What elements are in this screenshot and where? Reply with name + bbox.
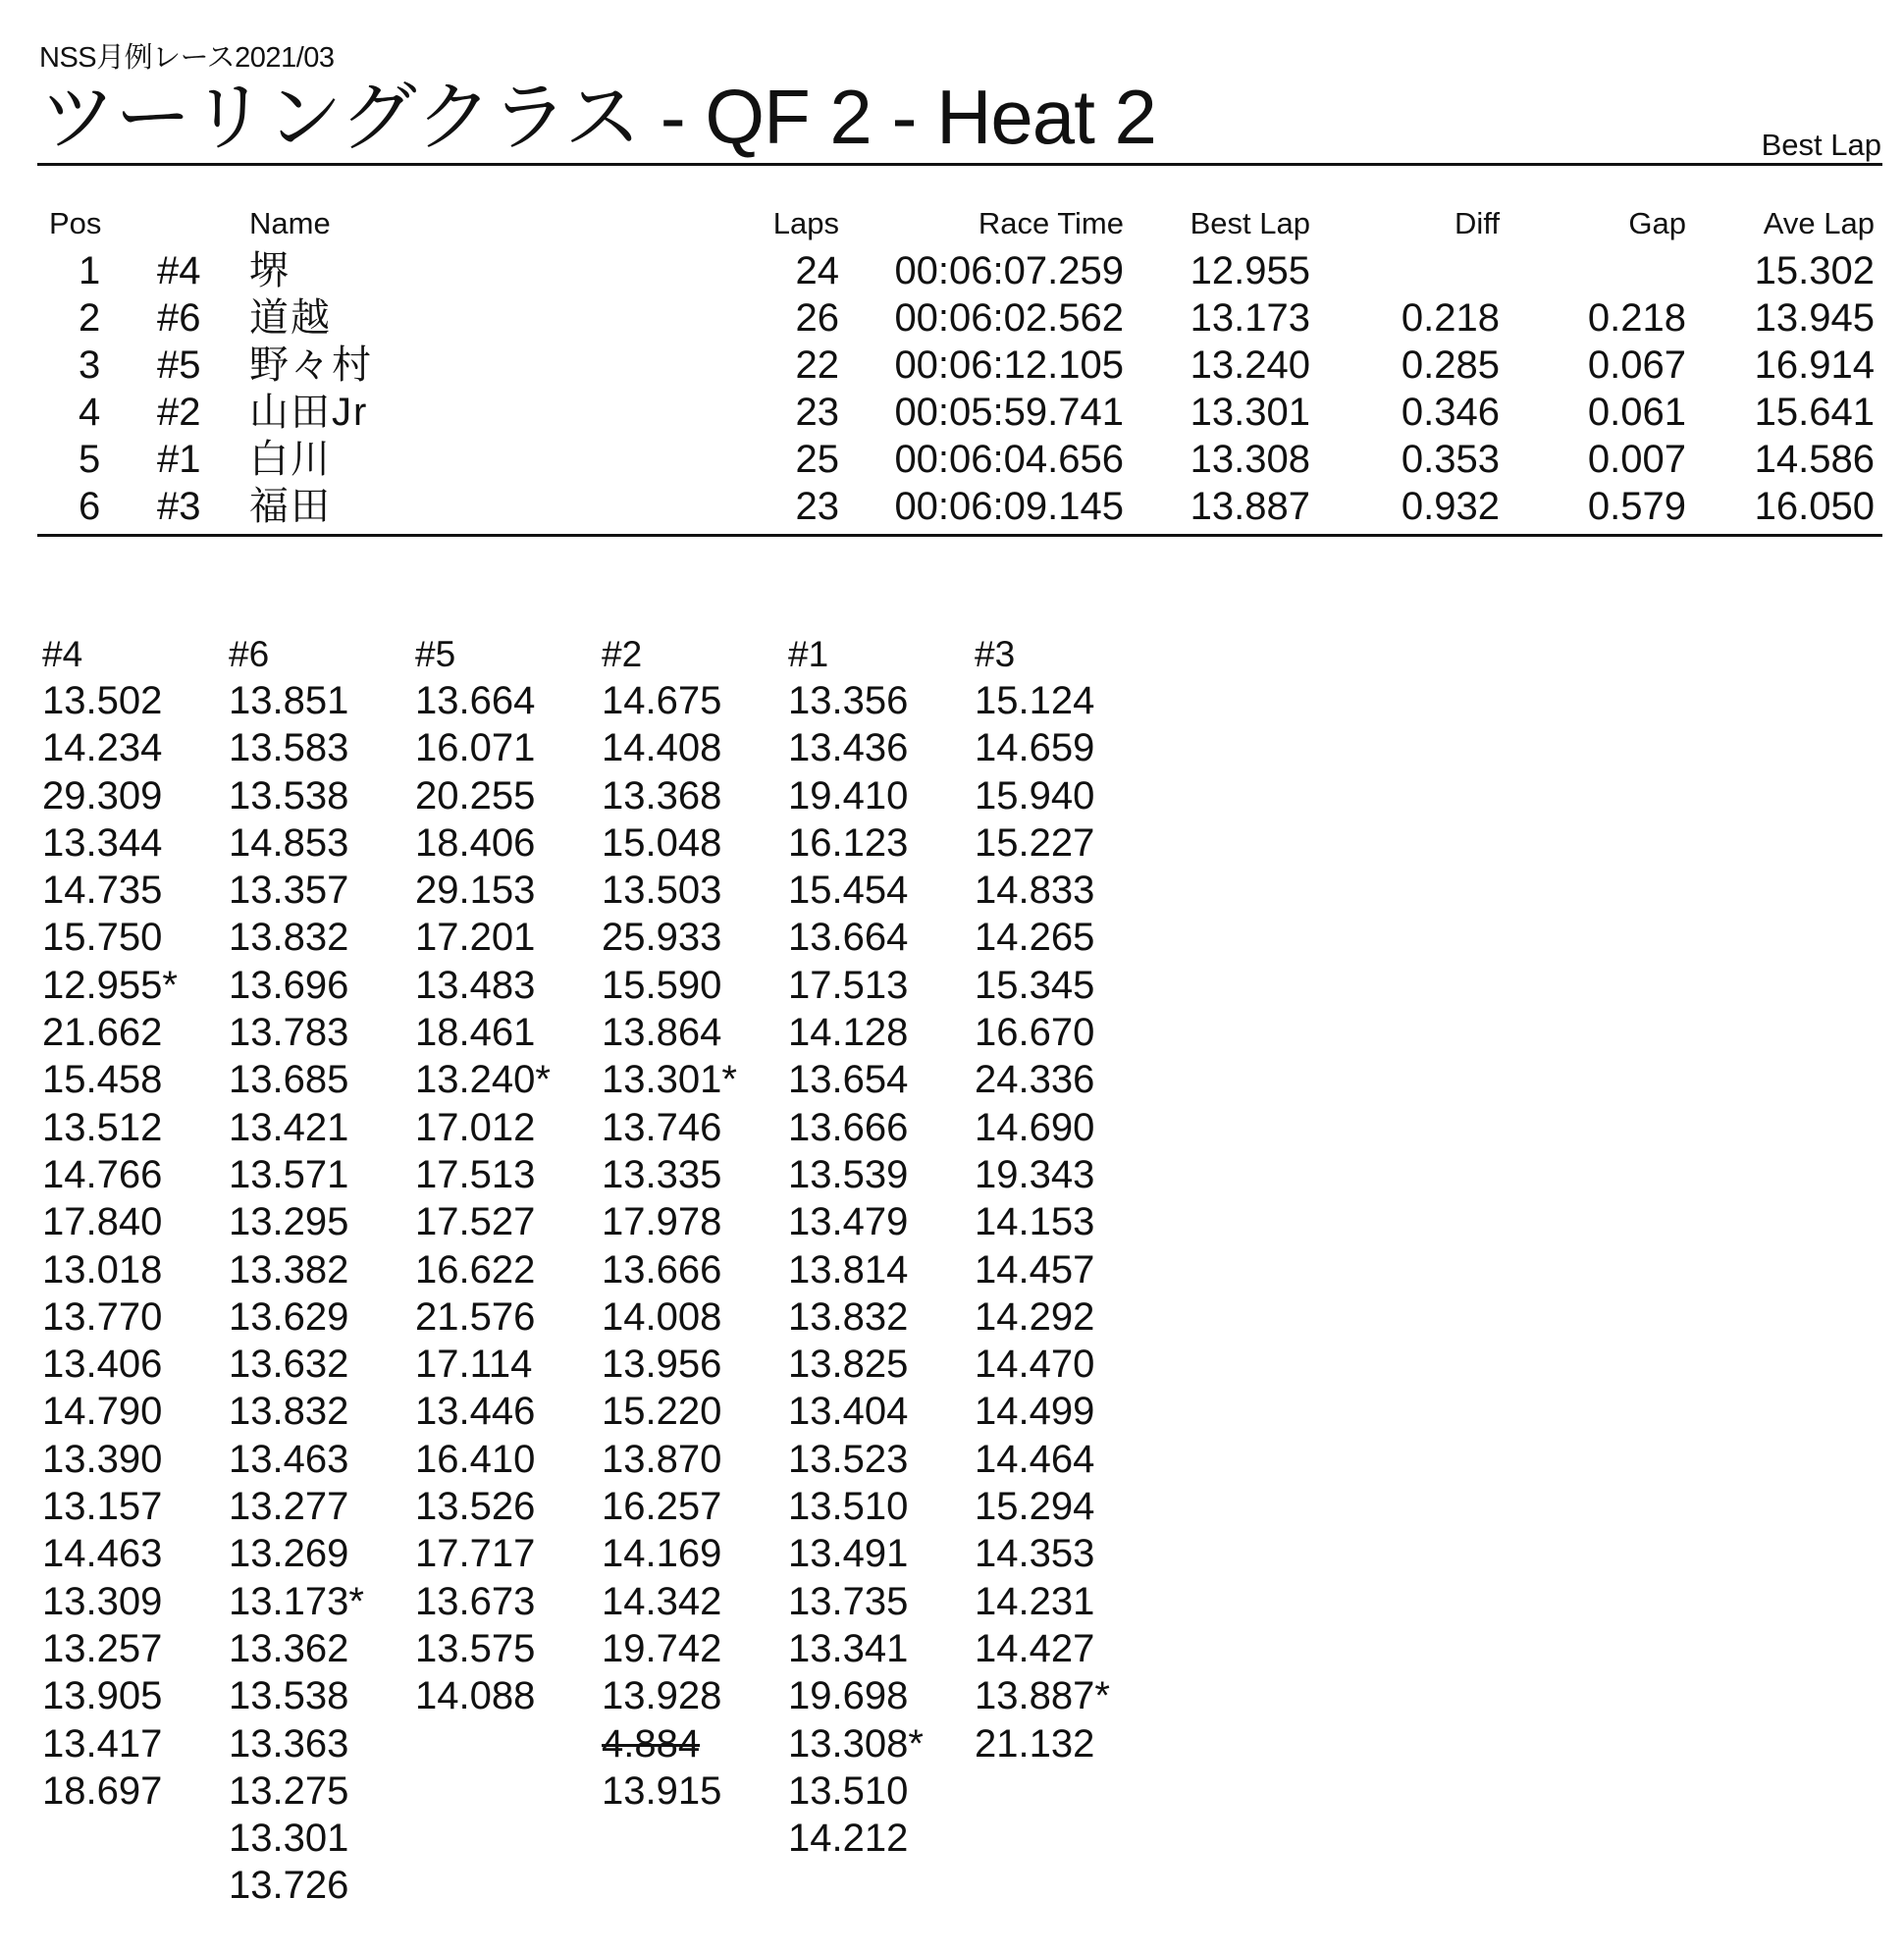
lap-time: 15.220 [602, 1390, 722, 1434]
lap-time: 14.169 [602, 1532, 722, 1576]
result-pos: 2 [79, 296, 101, 340]
lap-time: 13.240* [415, 1058, 551, 1102]
lap-column [602, 631, 788, 1815]
lap-time: 17.201 [415, 916, 536, 960]
lap-column-car: #2 [602, 634, 643, 674]
sort-label: Best Lap [1761, 128, 1881, 162]
result-race-time: 00:05:59.741 [894, 391, 1124, 434]
lap-time: 13.632 [229, 1343, 349, 1387]
result-pos: 6 [79, 485, 101, 528]
result-best-lap: 13.173 [1190, 296, 1310, 340]
lap-time: 21.576 [415, 1294, 536, 1339]
result-pos: 1 [79, 249, 101, 292]
lap-time: 15.458 [42, 1058, 163, 1102]
lap-time: 17.840 [42, 1200, 163, 1244]
lap-time: 14.234 [42, 726, 163, 770]
lap-time: 13.510 [788, 1485, 909, 1529]
lap-time: 13.301 [229, 1817, 349, 1861]
lap-time: 13.726 [229, 1864, 349, 1908]
result-best-lap: 13.240 [1190, 343, 1310, 387]
result-race-time: 00:06:09.145 [894, 485, 1124, 528]
result-best-lap: 12.955 [1190, 249, 1310, 292]
lap-time: 19.410 [788, 773, 909, 817]
lap-time: 13.571 [229, 1152, 349, 1196]
lap-time: 13.173* [229, 1579, 364, 1623]
lap-time: 18.406 [415, 820, 536, 865]
lap-time: 14.088 [415, 1674, 536, 1718]
lap-time: 14.008 [602, 1294, 722, 1339]
lap-time: 25.933 [602, 916, 722, 960]
result-ave-lap: 16.050 [1754, 485, 1875, 528]
lap-time: 13.583 [229, 726, 349, 770]
lap-time: 13.269 [229, 1532, 349, 1576]
lap-time: 14.766 [42, 1152, 163, 1196]
lap-time: 13.446 [415, 1390, 536, 1434]
header-laps: Laps [772, 206, 839, 240]
lap-time: 15.940 [975, 773, 1095, 817]
lap-time-struck: 4.884 [602, 1721, 701, 1766]
lap-time: 18.697 [42, 1768, 163, 1813]
lap-time: 13.746 [602, 1105, 722, 1149]
lap-time: 13.344 [42, 820, 163, 865]
result-name: 白川 [249, 438, 332, 481]
result-name: 福田 [249, 485, 332, 528]
lap-time: 13.368 [602, 773, 722, 817]
lap-time: 16.670 [975, 1011, 1095, 1055]
lap-time: 13.491 [788, 1532, 909, 1576]
lap-time: 13.421 [229, 1105, 349, 1149]
lap-time: 13.502 [42, 679, 163, 722]
lap-time: 13.390 [42, 1437, 163, 1481]
lap-column-car: #3 [975, 634, 1016, 674]
lap-time: 17.513 [415, 1152, 536, 1196]
lap-time: 13.463 [229, 1437, 349, 1481]
lap-time: 14.231 [975, 1579, 1095, 1623]
lap-time: 13.417 [42, 1721, 163, 1766]
result-row [0, 436, 1904, 483]
lap-time: 13.783 [229, 1011, 349, 1055]
lap-time: 14.427 [975, 1626, 1095, 1670]
lap-time: 21.662 [42, 1011, 163, 1055]
result-num: #1 [157, 438, 201, 481]
lap-time: 14.265 [975, 916, 1095, 960]
result-laps: 26 [795, 296, 839, 340]
lap-time: 16.622 [415, 1247, 536, 1292]
header-ave-lap: Ave Lap [1763, 206, 1875, 240]
header-best-lap: Best Lap [1190, 206, 1310, 240]
result-race-time: 00:06:12.105 [894, 343, 1124, 387]
lap-time: 13.864 [602, 1011, 722, 1055]
lap-time: 13.928 [602, 1674, 722, 1718]
lap-time: 13.770 [42, 1294, 163, 1339]
result-row [0, 389, 1904, 436]
lap-time: 14.735 [42, 869, 163, 913]
lap-time: 14.212 [788, 1817, 909, 1861]
lap-time: 13.503 [602, 869, 722, 913]
lap-time: 17.513 [788, 963, 909, 1007]
lap-time: 13.870 [602, 1437, 722, 1481]
header-race-time: Race Time [978, 206, 1124, 240]
result-num: #2 [157, 391, 201, 434]
header-diff: Diff [1454, 206, 1500, 240]
lap-time: 13.479 [788, 1200, 909, 1244]
result-ave-lap: 13.945 [1754, 296, 1875, 340]
lap-time: 14.342 [602, 1579, 722, 1623]
lap-time: 14.128 [788, 1011, 909, 1055]
lap-time: 13.404 [788, 1390, 909, 1434]
lap-time: 13.539 [788, 1152, 909, 1196]
lap-time: 13.915 [602, 1768, 722, 1813]
result-row [0, 247, 1904, 294]
result-gap: 0.007 [1587, 438, 1686, 481]
lap-time: 15.294 [975, 1485, 1095, 1529]
lap-time: 13.673 [415, 1579, 536, 1623]
result-pos: 3 [79, 343, 101, 387]
lap-time: 13.832 [229, 916, 349, 960]
lap-time: 13.629 [229, 1294, 349, 1339]
lap-time: 20.255 [415, 773, 536, 817]
result-diff: 0.346 [1401, 391, 1500, 434]
result-row [0, 483, 1904, 530]
lap-time: 13.575 [415, 1626, 536, 1670]
lap-time: 29.153 [415, 869, 536, 913]
lap-time: 14.470 [975, 1343, 1095, 1387]
result-race-time: 00:06:04.656 [894, 438, 1124, 481]
lap-time: 13.483 [415, 963, 536, 1007]
result-name: 野々村 [249, 343, 373, 387]
lap-time: 13.696 [229, 963, 349, 1007]
result-race-time: 00:06:02.562 [894, 296, 1124, 340]
lap-time: 17.114 [415, 1343, 533, 1387]
result-row [0, 342, 1904, 389]
results-body [0, 247, 1904, 530]
result-num: #3 [157, 485, 201, 528]
lap-time: 14.833 [975, 869, 1095, 913]
result-ave-lap: 15.641 [1754, 391, 1875, 434]
lap-time: 13.887* [975, 1674, 1110, 1718]
lap-time: 17.978 [602, 1200, 722, 1244]
lap-time: 13.956 [602, 1343, 722, 1387]
lap-time: 13.814 [788, 1247, 909, 1292]
lap-time: 14.463 [42, 1532, 163, 1576]
lap-time: 13.362 [229, 1626, 349, 1670]
lap-time: 16.257 [602, 1485, 722, 1529]
result-ave-lap: 15.302 [1754, 249, 1875, 292]
lap-time: 14.790 [42, 1390, 163, 1434]
lap-time: 13.157 [42, 1485, 163, 1529]
lap-time: 13.308* [788, 1721, 924, 1766]
lap-time: 13.666 [788, 1105, 909, 1149]
lap-time: 15.590 [602, 963, 722, 1007]
lap-time: 15.048 [602, 820, 722, 865]
header-gap: Gap [1628, 206, 1686, 240]
lap-time: 19.343 [975, 1152, 1095, 1196]
lap-time: 13.277 [229, 1485, 349, 1529]
result-race-time: 00:06:07.259 [894, 249, 1124, 292]
lap-time: 13.523 [788, 1437, 909, 1481]
result-ave-lap: 14.586 [1754, 438, 1875, 481]
result-pos: 5 [79, 438, 101, 481]
lap-time: 13.905 [42, 1674, 163, 1718]
result-diff: 0.932 [1401, 485, 1500, 528]
lap-time: 13.825 [788, 1343, 909, 1387]
result-ave-lap: 16.914 [1754, 343, 1875, 387]
lap-column-car: #5 [415, 634, 456, 674]
lap-time: 13.654 [788, 1058, 909, 1102]
lap-time: 17.527 [415, 1200, 536, 1244]
result-laps: 22 [795, 343, 839, 387]
lap-time: 16.071 [415, 726, 536, 770]
lap-time: 13.851 [229, 679, 349, 722]
results-table [0, 200, 1904, 530]
lap-time: 15.124 [975, 679, 1095, 722]
result-gap: 0.218 [1587, 296, 1686, 340]
lap-time: 14.853 [229, 820, 349, 865]
page-title: ツーリングクラス - QF 2 - Heat 2 [39, 74, 1156, 160]
lap-time: 13.018 [42, 1247, 163, 1292]
event-subtitle: NSS月例レース2021/03 [39, 42, 335, 74]
result-best-lap: 13.887 [1190, 485, 1310, 528]
result-name: 山田Jr [249, 391, 369, 434]
lap-time: 13.363 [229, 1721, 349, 1766]
lap-time: 14.464 [975, 1437, 1095, 1481]
lap-time: 18.461 [415, 1011, 536, 1055]
lap-column [788, 631, 975, 1862]
lap-time: 13.832 [788, 1294, 909, 1339]
lap-time: 13.382 [229, 1247, 349, 1292]
result-diff: 0.285 [1401, 343, 1500, 387]
lap-time: 15.454 [788, 869, 909, 913]
lap-time: 13.832 [229, 1390, 349, 1434]
result-pos: 4 [79, 391, 101, 434]
lap-time: 13.357 [229, 869, 349, 913]
result-num: #5 [157, 343, 201, 387]
lap-time: 14.659 [975, 726, 1095, 770]
result-gap: 0.579 [1587, 485, 1686, 528]
lap-time: 14.690 [975, 1105, 1095, 1149]
lap-column [975, 631, 1161, 1767]
lap-column-car: #6 [229, 634, 270, 674]
result-laps: 23 [795, 485, 839, 528]
lap-column [42, 631, 229, 1815]
lap-time: 13.664 [788, 916, 909, 960]
top-divider [37, 163, 1882, 166]
bottom-divider [37, 534, 1882, 537]
lap-time: 13.335 [602, 1152, 722, 1196]
lap-column [415, 631, 602, 1720]
lap-time: 19.698 [788, 1674, 909, 1718]
lap-time: 13.257 [42, 1626, 163, 1670]
lap-time: 13.295 [229, 1200, 349, 1244]
lap-time: 19.742 [602, 1626, 722, 1670]
lap-time: 21.132 [975, 1721, 1095, 1766]
lap-time: 16.410 [415, 1437, 536, 1481]
result-best-lap: 13.301 [1190, 391, 1310, 434]
lap-time: 13.275 [229, 1768, 349, 1813]
lap-time: 13.538 [229, 773, 349, 817]
lap-time: 13.309 [42, 1579, 163, 1623]
result-gap: 0.061 [1587, 391, 1686, 434]
lap-time: 13.406 [42, 1343, 163, 1387]
lap-time: 13.301* [602, 1058, 737, 1102]
lap-time: 14.353 [975, 1532, 1095, 1576]
lap-time: 13.356 [788, 679, 909, 722]
lap-column-car: #1 [788, 634, 829, 674]
lap-time: 13.436 [788, 726, 909, 770]
lap-time: 14.675 [602, 679, 722, 722]
result-num: #6 [157, 296, 201, 340]
lap-time: 14.408 [602, 726, 722, 770]
lap-time: 13.666 [602, 1247, 722, 1292]
result-num: #4 [157, 249, 201, 292]
lap-column-car: #4 [42, 634, 83, 674]
result-name: 道越 [249, 296, 332, 340]
lap-time: 14.457 [975, 1247, 1095, 1292]
lap-column [229, 631, 415, 1910]
result-best-lap: 13.308 [1190, 438, 1310, 481]
result-laps: 23 [795, 391, 839, 434]
lap-time: 12.955* [42, 963, 178, 1007]
results-header-row [0, 200, 1904, 247]
lap-time: 17.012 [415, 1105, 536, 1149]
lap-time: 17.717 [415, 1532, 536, 1576]
lap-time: 15.227 [975, 820, 1095, 865]
lap-time: 13.664 [415, 679, 536, 722]
lap-time: 13.341 [788, 1626, 909, 1670]
lap-time: 13.510 [788, 1768, 909, 1813]
result-name: 堺 [249, 249, 291, 292]
result-row [0, 294, 1904, 342]
lap-time: 29.309 [42, 773, 163, 817]
lap-time: 13.526 [415, 1485, 536, 1529]
result-laps: 24 [795, 249, 839, 292]
result-gap: 0.067 [1587, 343, 1686, 387]
result-laps: 25 [795, 438, 839, 481]
lap-time: 14.499 [975, 1390, 1095, 1434]
header-name: Name [249, 206, 331, 240]
lap-time: 15.345 [975, 963, 1095, 1007]
lap-time: 13.512 [42, 1105, 163, 1149]
header-pos: Pos [49, 206, 102, 240]
lap-time: 14.153 [975, 1200, 1095, 1244]
lap-time: 24.336 [975, 1058, 1095, 1102]
result-diff: 0.218 [1401, 296, 1500, 340]
lap-time: 13.735 [788, 1579, 909, 1623]
lap-time: 16.123 [788, 820, 909, 865]
result-diff: 0.353 [1401, 438, 1500, 481]
lap-time: 13.685 [229, 1058, 349, 1102]
lap-time: 14.292 [975, 1294, 1095, 1339]
lap-time: 13.538 [229, 1674, 349, 1718]
lap-time: 15.750 [42, 916, 163, 960]
